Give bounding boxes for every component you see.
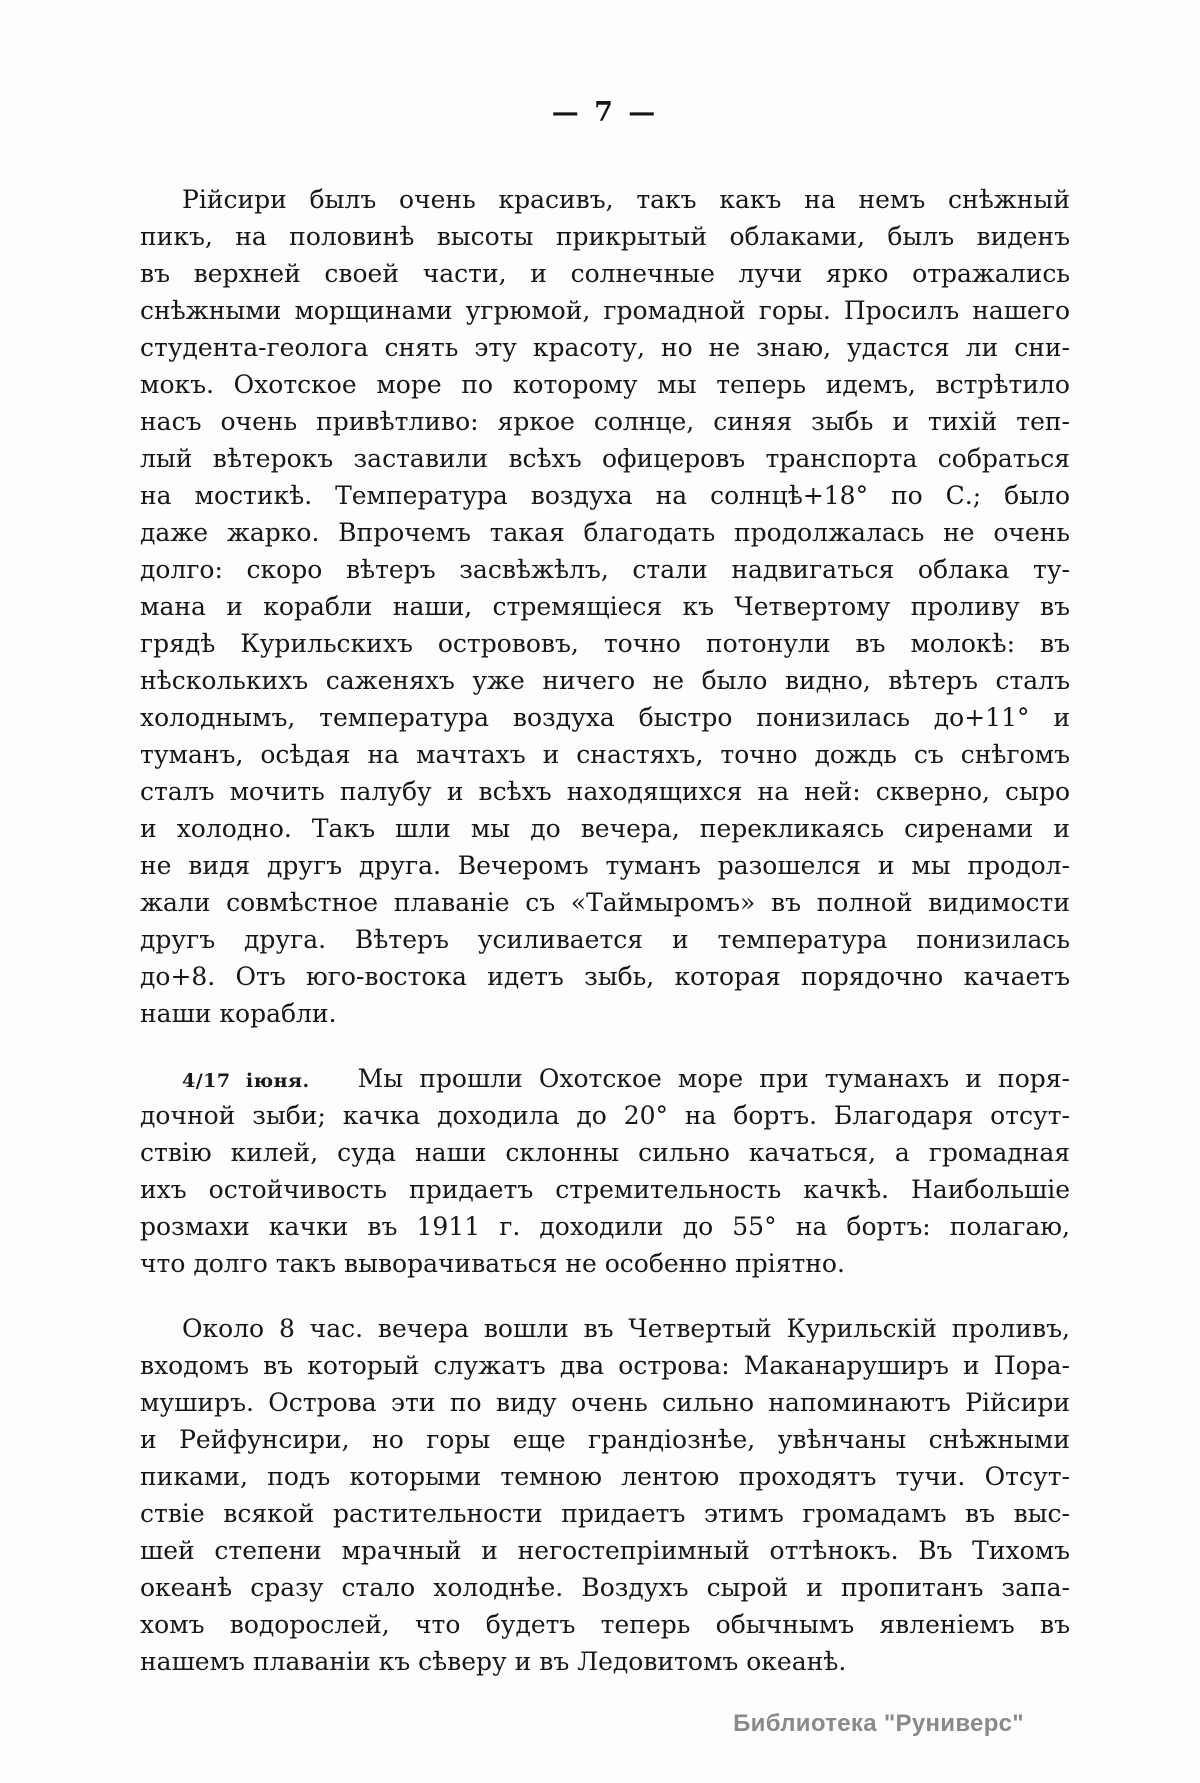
text-line: мана и корабли наши, стремящіеся къ Четвертому проливу въ bbox=[140, 592, 1070, 621]
text-line: наши корабли. bbox=[140, 999, 337, 1028]
text-line: и холодно. Такъ шли мы до вечера, перекликаясь сиренами и bbox=[140, 814, 1070, 843]
text-line: и Рейфунсири, но горы еще грандіознѣе, увѣнчаны снѣжными bbox=[140, 1425, 1070, 1454]
text-line: Около 8 час. вечера вошли въ Четвертый Курильскій проливъ, bbox=[182, 1314, 1070, 1343]
text-line: ствію килей, суда наши склонны сильно качаться, а громадная bbox=[140, 1138, 1070, 1167]
text-line: нѣсколькихъ саженяхъ уже ничего не было видно, вѣтеръ сталъ bbox=[140, 666, 1070, 695]
library-watermark: Библиотека "Руниверс" bbox=[733, 1710, 1024, 1737]
text-line: пиками, подъ которыми темною лентою проходятъ тучи. Отсут- bbox=[140, 1462, 1070, 1491]
text-line: розмахи качки въ 1911 г. доходили до 55° на бортъ: полагаю, bbox=[140, 1212, 1070, 1241]
text-line: холоднымъ, температура воздуха быстро понизилась до+11° и bbox=[140, 703, 1070, 732]
text-line: снѣжными морщинами угрюмой, громадной горы. Просилъ нашего bbox=[140, 296, 1070, 325]
text-line: шей степени мрачный и негостепріимный оттѣнокъ. Въ Тихомъ bbox=[140, 1536, 1070, 1565]
text-line: въ верхней своей части, и солнечные лучи ярко отражались bbox=[140, 259, 1070, 288]
text-line: лый вѣтерокъ заставили всѣхъ офицеровъ транспорта собраться bbox=[140, 444, 1070, 473]
text-line: насъ очень привѣтливо: яркое солнце, синяя зыбь и тихій теп- bbox=[140, 407, 1070, 436]
text-line: входомъ въ который служатъ два острова: Маканаруширъ и Пора- bbox=[140, 1351, 1070, 1380]
text-line: мокъ. Охотское море по которому мы теперь идемъ, встрѣтило bbox=[140, 370, 1070, 399]
text-line: другъ друга. Вѣтеръ усиливается и температура понизилась bbox=[140, 925, 1070, 954]
text-line: сталъ мочить палубу и всѣхъ находящихся на ней: скверно, сыро bbox=[140, 777, 1070, 806]
text-line: муширъ. Острова эти по виду очень сильно напоминаютъ Рійсири bbox=[140, 1388, 1070, 1417]
page-number-header: — 7 — bbox=[551, 97, 659, 128]
paragraph bbox=[140, 1310, 1070, 1680]
text-line: грядѣ Курильскихъ острововъ, точно потонули въ молокѣ: въ bbox=[140, 629, 1070, 658]
text-line: студента-геолога снять эту красоту, но не знаю, удастся ли сни- bbox=[140, 333, 1070, 362]
line-text: Мы прошли Охотское море при туманахъ и поря- bbox=[357, 1064, 1070, 1093]
paragraph bbox=[140, 1060, 1070, 1282]
text-line: жали совмѣстное плаваніе съ «Таймыромъ» въ полной видимости bbox=[140, 888, 1070, 917]
text-line: ихъ остойчивость придаетъ стремительность качкѣ. Наибольшіе bbox=[140, 1175, 1070, 1204]
text-line: даже жарко. Впрочемъ такая благодать продолжалась не очень bbox=[140, 518, 1070, 547]
text-line: туманъ, осѣдая на мачтахъ и снастяхъ, точно дождь съ снѣгомъ bbox=[140, 740, 1070, 769]
text-line: пикъ, на половинѣ высоты прикрытый облаками, былъ виденъ bbox=[140, 222, 1070, 251]
text-line: до+8. Отъ юго-востока идетъ зыбь, которая порядочно качаетъ bbox=[140, 962, 1070, 991]
text-line: Рійсири былъ очень красивъ, такъ какъ на немъ снѣжный bbox=[182, 185, 1070, 214]
date-margin-note: 4/17 іюня. bbox=[182, 1070, 310, 1092]
text-line: что долго такъ выворачиваться не особенно пріятно. bbox=[140, 1249, 845, 1278]
text-block bbox=[140, 181, 1070, 1680]
text-line: ствіе всякой растительности придаетъ этимъ громадамъ въ выс- bbox=[140, 1499, 1070, 1528]
text-line: не видя другъ друга. Вечеромъ туманъ разошелся и мы продол- bbox=[140, 851, 1070, 880]
text-line bbox=[140, 1060, 1070, 1097]
text-line: долго: скоро вѣтеръ засвѣжѣлъ, стали надвигаться облака ту- bbox=[140, 555, 1070, 584]
paragraph bbox=[140, 181, 1070, 1032]
text-line: на мостикѣ. Температура воздуха на солнцѣ+18° по С.; было bbox=[140, 481, 1070, 510]
text-line: дочной зыби; качка доходила до 20° на бортъ. Благодаря отсут- bbox=[140, 1101, 1070, 1130]
text-line: нашемъ плаваніи къ сѣверу и въ Ледовитомъ океанѣ. bbox=[140, 1647, 847, 1676]
text-line: океанѣ сразу стало холоднѣе. Воздухъ сырой и пропитанъ запа- bbox=[140, 1573, 1070, 1602]
text-line: хомъ водорослей, что будетъ теперь обычнымъ явленіемъ въ bbox=[140, 1610, 1070, 1639]
